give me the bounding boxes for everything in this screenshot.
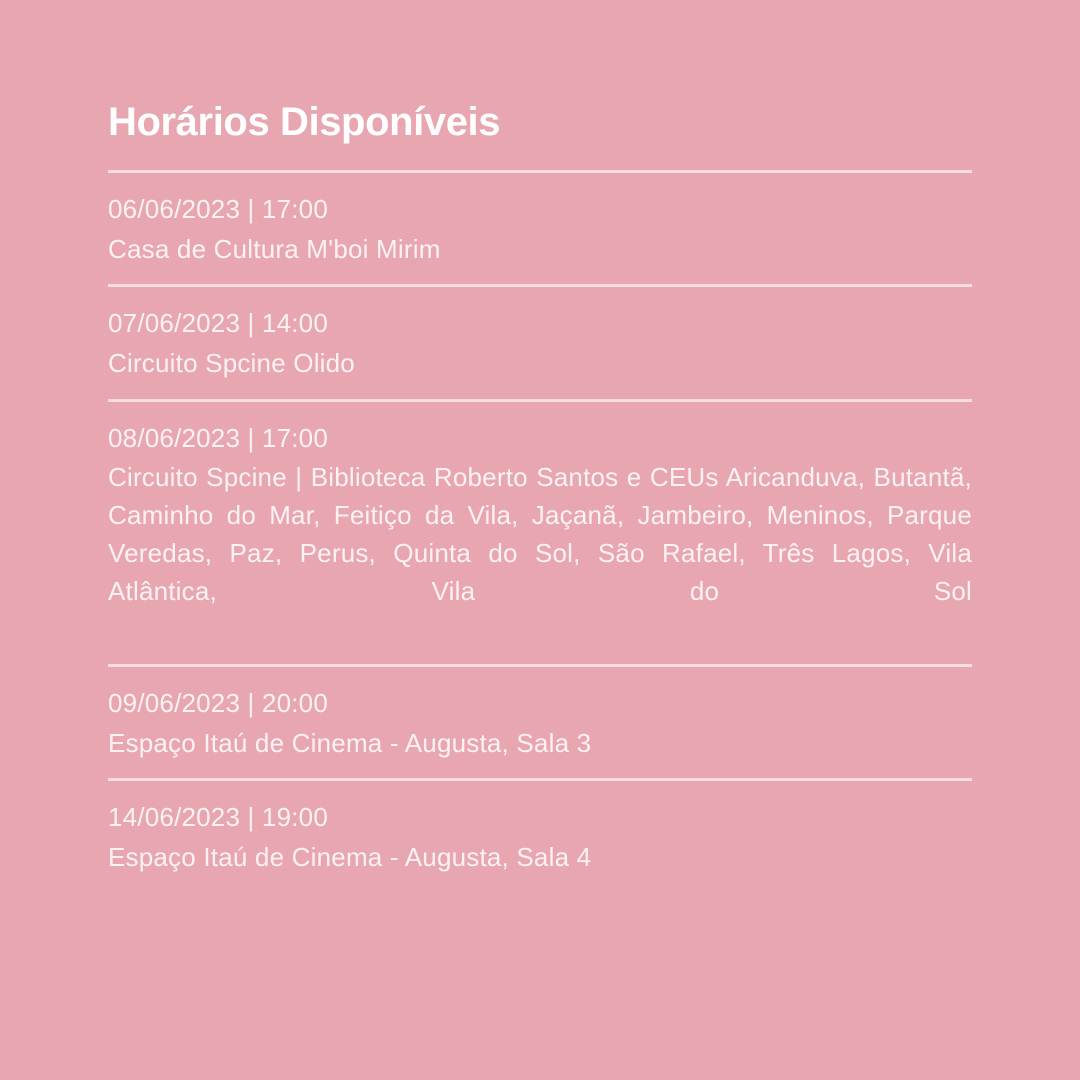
entry-venue: Casa de Cultura M'boi Mirim xyxy=(108,233,441,264)
entry-datetime: 09/06/2023 | 20:00 xyxy=(108,687,328,718)
entry-venue: Espaço Itaú de Cinema - Augusta, Sala 4 xyxy=(108,841,592,872)
entry-venue: Circuito Spcine | Biblioteca Roberto Santos e CEUs Aricanduva, Butantã, Caminho do Mar, Feitiço da Vila, Jaçanã, Jambeiro, Meninos, Parque Veredas, Paz, Perus, Quinta do Sol, São Rafael, Três Lagos, Vila Atlântica, Vila do Sol xyxy=(108,462,972,606)
divider xyxy=(108,664,972,667)
divider xyxy=(108,399,972,402)
entry-datetime: 08/06/2023 | 17:00 xyxy=(108,422,328,453)
entry-venue: Circuito Spcine Olido xyxy=(108,348,355,379)
page-title: Horários Disponíveis xyxy=(108,100,501,144)
entry-datetime: 14/06/2023 | 19:00 xyxy=(108,802,328,833)
divider xyxy=(108,778,972,781)
entry-datetime: 06/06/2023 | 17:00 xyxy=(108,194,328,224)
schedule-entry xyxy=(108,287,972,398)
schedule-entry xyxy=(108,781,972,892)
divider xyxy=(108,284,972,287)
schedule-entry xyxy=(108,173,972,284)
entry-datetime: 07/06/2023 | 14:00 xyxy=(108,308,328,339)
divider-top xyxy=(108,170,972,173)
schedule-entry xyxy=(108,402,972,664)
schedule-entry xyxy=(108,667,972,778)
entry-venue: Espaço Itaú de Cinema - Augusta, Sala 3 xyxy=(108,727,592,758)
